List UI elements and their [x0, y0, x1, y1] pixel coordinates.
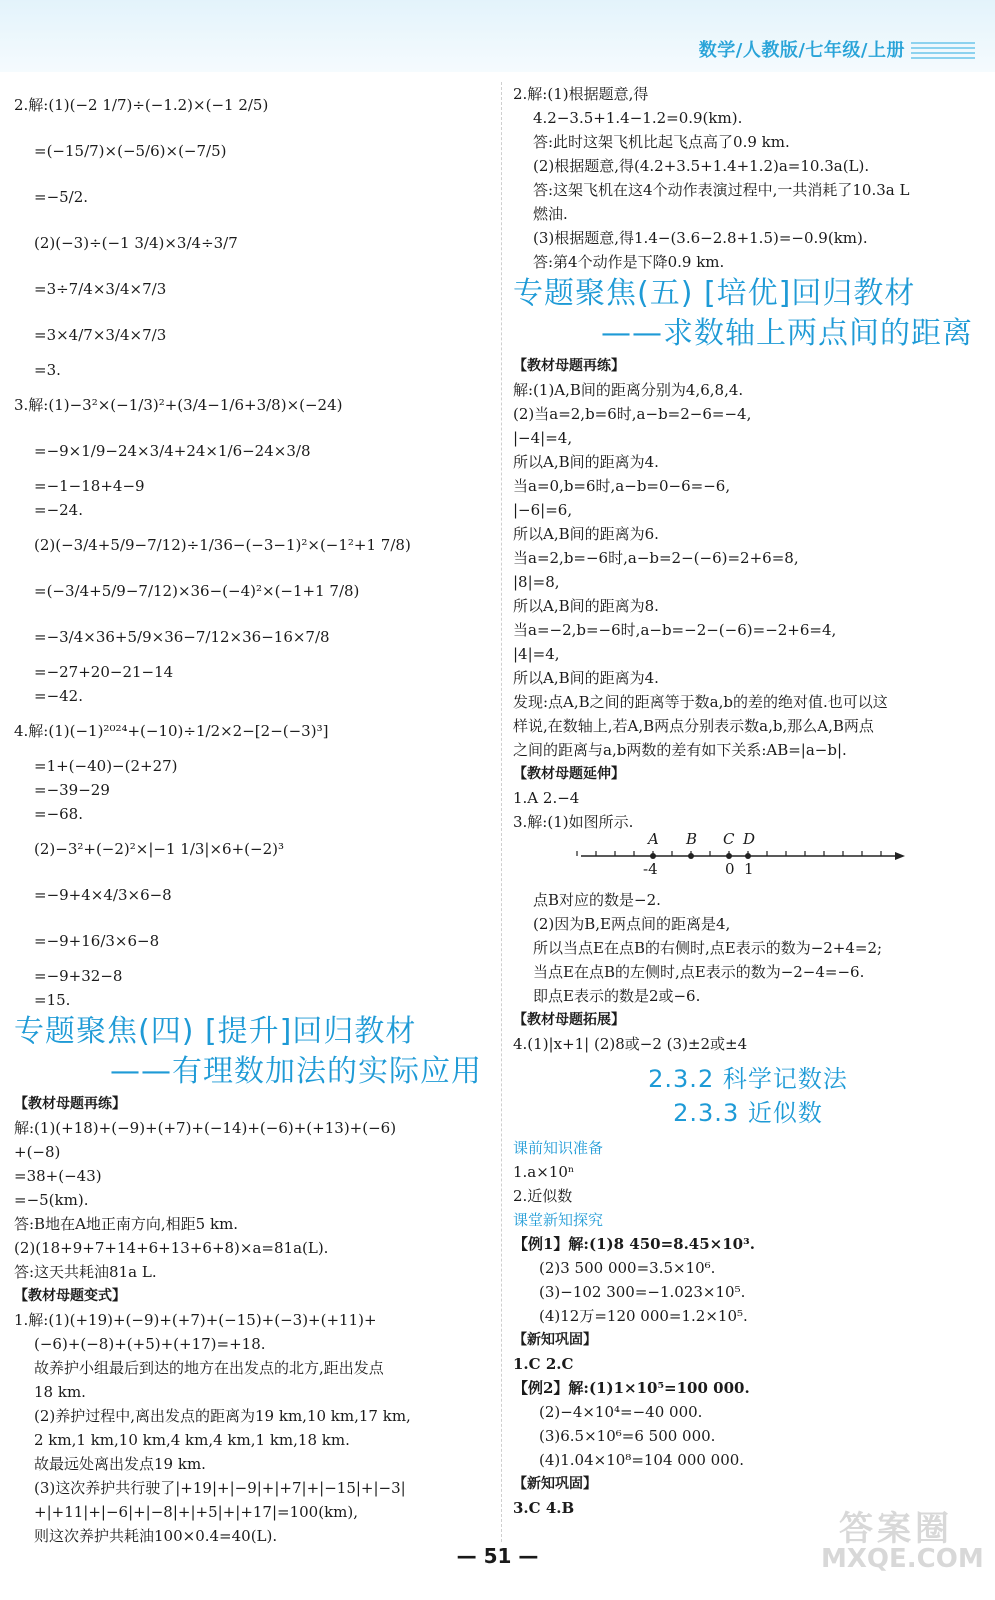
subsection-prep: 课前知识准备: [513, 1139, 604, 1157]
topic-4-title: 专题聚焦(四) [提升]回归教材: [14, 1014, 417, 1049]
answer-line: |−6|=6,: [513, 501, 573, 519]
answer-line: 故最远处离出发点19 km.: [34, 1455, 206, 1473]
answer-line: =−42.: [34, 687, 83, 705]
answer-line: 当a=0,b=6时,a−b=0−6=−6,: [513, 477, 731, 495]
answer-line: (3)−102 300=−1.023×10⁵.: [539, 1283, 746, 1301]
answer-line: 当a=2,b=−6时,a−b=2−(−6)=2+6=8,: [513, 549, 799, 567]
answer-line: 1.A 2.−4: [513, 789, 580, 807]
answer-line: =3×4/7×3/4×7/3: [34, 326, 167, 344]
answer-line: 3.解:(1)如图所示.: [513, 813, 634, 831]
answer-line: =−3/4×36+5/9×36−7/12×36−16×7/8: [34, 628, 330, 646]
watermark-line2: MXQE.COM: [821, 1544, 984, 1574]
watermark-logo: [821, 1509, 984, 1594]
section-heading: 【教材母题延伸】: [513, 766, 625, 782]
answer-line: 2.解:(1)根据题意,得: [513, 85, 649, 103]
answer-line: (3)这次养护共行驶了|+19|+|−9|+|+7|+|−15|+|−3|: [34, 1479, 406, 1497]
answer-line: =3.: [34, 361, 61, 379]
section-heading: 【教材母题拓展】: [513, 1012, 625, 1028]
answer-line: =38+(−43): [14, 1167, 102, 1185]
answer-line: 4.2−3.5+1.4−1.2=0.9(km).: [533, 109, 743, 127]
label-d: D: [743, 830, 756, 848]
section-heading: 【教材母题变式】: [14, 1288, 126, 1304]
answer-line: 3.C 4.B: [513, 1499, 575, 1517]
tick-label-1: 1: [744, 860, 754, 878]
answer-line: (2)(−3/4+5/9−7/12)÷1/36−(−3−1)²×(−1²+1 7/8): [34, 536, 411, 554]
answer-line: =3÷7/4×3/4×7/3: [34, 280, 167, 298]
answer-line: 4.解:(1)(−1)²⁰²⁴+(−10)÷1/2×2−[2−(−3)³]: [14, 722, 329, 740]
answer-line: =−9×1/9−24×3/4+24×1/6−24×3/8: [34, 442, 311, 460]
watermark-line1: 答案圈: [839, 1509, 953, 1549]
header-banner: [0, 0, 995, 72]
answer-line: 1.a×10ⁿ: [513, 1163, 575, 1181]
answer-line: =−5/2.: [34, 188, 89, 206]
answer-line: 2.解:(1)(−2 1/7)÷(−1.2)×(−1 2/5): [14, 96, 269, 114]
example-1: 【例1】解:(1)8 450=8.45×10³.: [513, 1235, 755, 1253]
tick-label-minus-4: -4: [643, 860, 658, 878]
point-b: [688, 853, 694, 859]
answer-line: (2)(18+9+7+14+6+13+6+8)×a=81a(L).: [14, 1239, 329, 1257]
answer-line: (2)3 500 000=3.5×10⁶.: [539, 1259, 716, 1277]
answer-line: 故养护小组最后到达的地方在出发点的北方,距出发点: [34, 1359, 384, 1377]
section-heading: 【新知巩固】: [513, 1476, 597, 1492]
section-title-scientific-notation: 2.3.2 科学记数法: [648, 1065, 848, 1093]
header-title: 数学/人教版/七年级/上册: [698, 40, 905, 61]
tick-label-0: 0: [725, 860, 735, 878]
header-stripes-decoration: [911, 42, 975, 60]
answer-line: =−27+20−21−14: [34, 663, 174, 681]
answer-line: =−68.: [34, 805, 83, 823]
answer-line: 答:此时这架飞机比起飞点高了0.9 km.: [533, 133, 790, 151]
answer-line: (4)1.04×10⁸=104 000 000.: [539, 1451, 745, 1469]
answer-line: 所以A,B间的距离为6.: [513, 525, 659, 543]
answer-line: =(−3/4+5/9−7/12)×36−(−4)²×(−1+1 7/8): [34, 582, 360, 600]
label-b: B: [686, 830, 698, 848]
answer-line: (2)(−3)÷(−1 3/4)×3/4÷3/7: [34, 234, 238, 252]
answer-line: 则这次养护共耗油100×0.4=40(L).: [34, 1527, 278, 1545]
answer-line: 解:(1)(+18)+(−9)+(+7)+(−14)+(−6)+(+13)+(−6): [14, 1119, 397, 1137]
answer-line: (4)12万=120 000=1.2×10⁵.: [539, 1307, 748, 1325]
answer-line: 答:这天共耗油81a L.: [14, 1263, 157, 1281]
answer-line: 发现:点A,B之间的距离等于数a,b的差的绝对值.也可以这: [513, 693, 888, 711]
topic-5-title: 专题聚焦(五) [培优]回归教材: [513, 276, 916, 311]
section-heading: 【新知巩固】: [513, 1332, 597, 1348]
answer-line: 所以A,B间的距离为4.: [513, 669, 659, 687]
section-heading: 【教材母题再练】: [513, 358, 625, 374]
right-column: [513, 82, 983, 1520]
answer-line: =(−15/7)×(−5/6)×(−7/5): [34, 142, 227, 160]
answer-line: 答:这架飞机在这4个动作表演过程中,一共消耗了10.3a L: [533, 181, 910, 199]
answer-line: =1+(−40)−(2+27): [34, 757, 178, 775]
answer-line: 3.解:(1)−3²×(−1/3)²+(3/4−1/6+3/8)×(−24): [14, 396, 343, 414]
answer-line: (3)6.5×10⁶=6 500 000.: [539, 1427, 716, 1445]
answer-line: +|+11|+|−6|+|−8|+|+5|+|+17|=100(km),: [34, 1503, 359, 1521]
answer-line: =−39−29: [34, 781, 110, 799]
answer-line: 18 km.: [34, 1383, 86, 1401]
answer-line: (2)当a=2,b=6时,a−b=2−6=−4,: [513, 405, 752, 423]
answer-line: =−1−18+4−9: [34, 477, 145, 495]
number-line-arrow: [895, 852, 905, 860]
answer-line: 当点E在点B的左侧时,点E表示的数为−2−4=−6.: [533, 963, 865, 981]
section-title-approximation: 2.3.3 近似数: [673, 1099, 823, 1127]
answer-line: 所以A,B间的距离为4.: [513, 453, 659, 471]
answer-line: 点B对应的数是−2.: [533, 891, 661, 909]
answer-line: 燃油.: [533, 205, 568, 223]
answer-line: 即点E表示的数是2或−6.: [533, 987, 701, 1005]
answer-line: |8|=8,: [513, 573, 560, 591]
answer-line: 1.C 2.C: [513, 1355, 574, 1373]
answer-line: (−6)+(−8)+(+5)+(+17)=+18.: [34, 1335, 266, 1353]
answer-line: =−9+16/3×6−8: [34, 932, 160, 950]
answer-line: 2.近似数: [513, 1187, 573, 1205]
answer-line: (3)根据题意,得1.4−(3.6−2.8+1.5)=−0.9(km).: [533, 229, 868, 247]
section-heading: 【教材母题再练】: [14, 1096, 126, 1112]
answer-line: 所以当点E在点B的右侧时,点E表示的数为−2+4=2;: [533, 939, 883, 957]
point-c: [726, 853, 732, 859]
answer-line: 当a=−2,b=−6时,a−b=−2−(−6)=−2+6=4,: [513, 621, 837, 639]
label-c: C: [723, 830, 735, 848]
number-line-figure: [573, 830, 983, 888]
answer-line: 所以A,B间的距离为8.: [513, 597, 659, 615]
answer-line: 答:B地在A地正南方向,相距5 km.: [14, 1215, 239, 1233]
answer-line: (2)养护过程中,离出发点的距离为19 km,10 km,17 km,: [34, 1407, 411, 1425]
answer-line: 2 km,1 km,10 km,4 km,4 km,1 km,18 km.: [34, 1431, 350, 1449]
answer-line: 之间的距离与a,b两数的差有如下关系:AB=|a−b|.: [513, 741, 847, 759]
answer-line: 样说,在数轴上,若A,B两点分别表示数a,b,那么A,B两点: [513, 717, 874, 735]
point-d: [745, 853, 751, 859]
page-number: — 51 —: [456, 1544, 539, 1568]
answer-line: |−4|=4,: [513, 429, 573, 447]
answer-line: 1.解:(1)(+19)+(−9)+(+7)+(−15)+(−3)+(+11)+: [14, 1311, 377, 1329]
answer-line: |4|=4,: [513, 645, 560, 663]
column-divider: [501, 82, 502, 1542]
answer-line: +(−8): [14, 1143, 61, 1161]
left-column: [14, 82, 492, 1548]
answer-line: (2)根据题意,得(4.2+3.5+1.4+1.2)a=10.3a(L).: [533, 157, 870, 175]
point-a: [650, 853, 656, 859]
answer-line: (2)因为B,E两点间的距离是4,: [533, 915, 731, 933]
answer-line: 解:(1)A,B间的距离分别为4,6,8,4.: [513, 381, 744, 399]
label-a: A: [648, 830, 659, 848]
answer-line: =−9+32−8: [34, 967, 123, 985]
answer-line: 答:第4个动作是下降0.9 km.: [533, 253, 725, 271]
topic-4-subtitle: ——有理数加法的实际应用: [110, 1054, 482, 1089]
answer-line: =15.: [34, 991, 71, 1009]
topic-5-subtitle: ——求数轴上两点间的距离: [601, 316, 973, 351]
answer-line: =−5(km).: [14, 1191, 89, 1209]
answer-line: (2)−4×10⁴=−40 000.: [539, 1403, 703, 1421]
subsection-explore: 课堂新知探究: [513, 1211, 604, 1229]
answer-line: =−9+4×4/3×6−8: [34, 886, 172, 904]
answer-line: 4.(1)|x+1| (2)8或−2 (3)±2或±4: [513, 1035, 748, 1053]
example-2: 【例2】解:(1)1×10⁵=100 000.: [513, 1379, 750, 1397]
answer-line: (2)−3²+(−2)²×|−1 1/3|×6+(−2)³: [34, 840, 284, 858]
answer-line: =−24.: [34, 501, 83, 519]
